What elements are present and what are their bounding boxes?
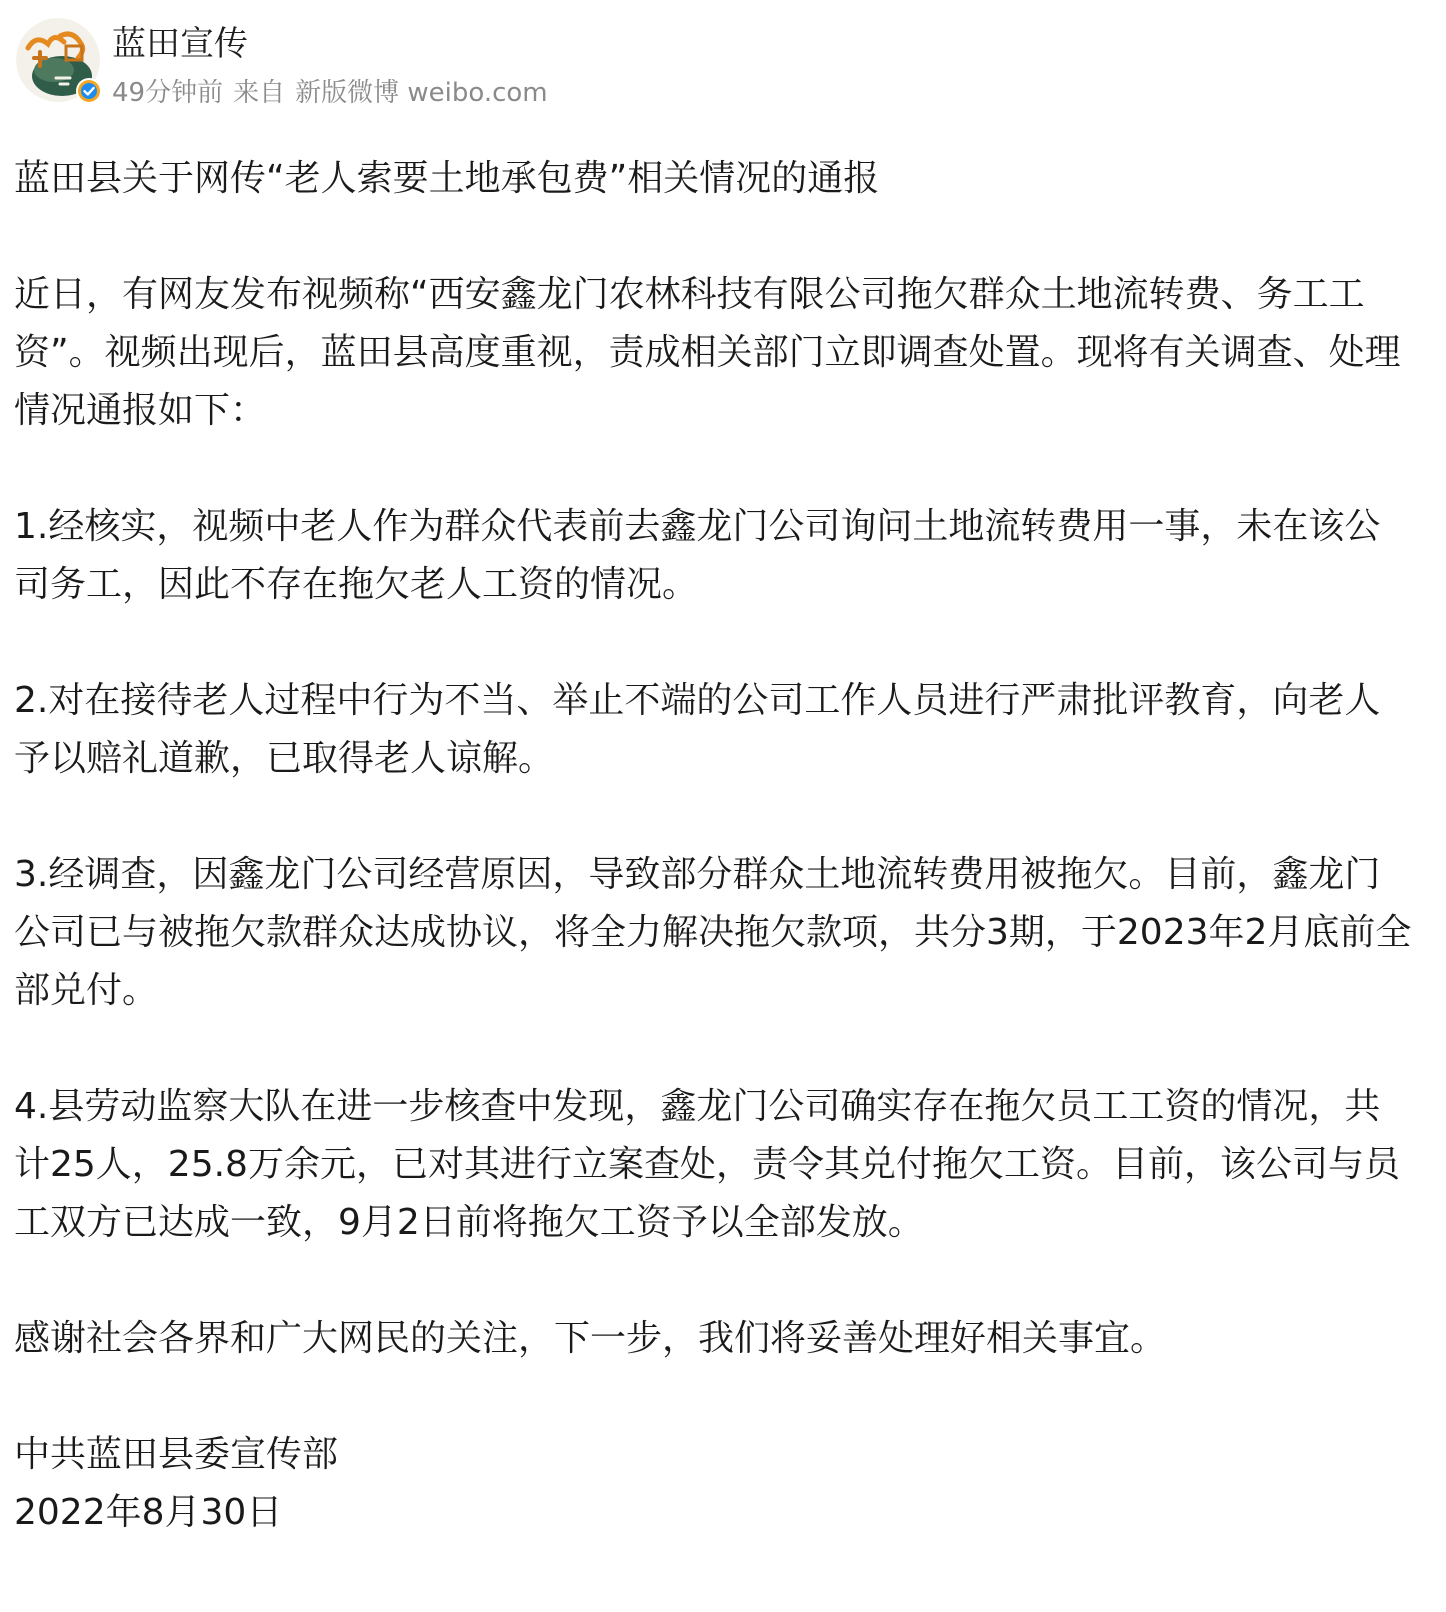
post-item-2: 2.对在接待老人过程中行为不当、举止不端的公司工作人员进行严肃批评教育，向老人予以赔礼道歉，已取得老人谅解。 bbox=[14, 680, 1381, 779]
post-header bbox=[16, 16, 1416, 108]
paragraph-gap bbox=[14, 788, 1414, 846]
verified-icon bbox=[76, 78, 102, 104]
signature-date: 2022年8月30日 bbox=[14, 1492, 283, 1533]
post-closing: 感谢社会各界和广大网民的关注，下一步，我们将妥善处理好相关事宜。 bbox=[14, 1318, 1167, 1359]
author-name[interactable]: 蓝田宣传 bbox=[112, 24, 248, 64]
post-item-4: 4.县劳动监察大队在进一步核查中发现，鑫龙门公司确实存在拖欠员工工资的情况，共计25人，25.8万余元，已对其进行立案查处，责令其兑付拖欠工资。目前，该公司与员工双方已达成一致，9月2日前将拖欠工资予以全部发放。 bbox=[14, 1086, 1400, 1243]
post-content bbox=[14, 150, 1414, 1542]
post-title: 蓝田县关于网传“老人索要土地承包费”相关情况的通报 bbox=[14, 158, 880, 199]
paragraph-gap bbox=[14, 1252, 1414, 1310]
paragraph-gap bbox=[14, 440, 1414, 498]
paragraph-gap bbox=[14, 208, 1414, 266]
paragraph-gap bbox=[14, 614, 1414, 672]
post-meta bbox=[112, 76, 558, 110]
source-prefix: 来自 bbox=[233, 78, 286, 108]
post-item-3: 3.经调查，因鑫龙门公司经营原因，导致部分群众土地流转费用被拖欠。目前，鑫龙门公司已与被拖欠款群众达成协议，将全力解决拖欠款项，共分3期，于2023年2月底前全部兑付。 bbox=[14, 854, 1412, 1011]
paragraph-gap bbox=[14, 1368, 1414, 1426]
post-intro: 近日，有网友发布视频称“西安鑫龙门农林科技有限公司拖欠群众土地流转费、务工工资”。视频出现后，蓝田县高度重视，责成相关部门立即调查处置。现将有关调查、处理情况通报如下： bbox=[14, 274, 1401, 431]
paragraph-gap bbox=[14, 1020, 1414, 1078]
post-time[interactable]: 49分钟前 bbox=[112, 78, 224, 108]
post-item-1: 1.经核实，视频中老人作为群众代表前去鑫龙门公司询问土地流转费用一事，未在该公司务工，因此不存在拖欠老人工资的情况。 bbox=[14, 506, 1381, 605]
signature-org: 中共蓝田县委宣传部 bbox=[14, 1434, 339, 1475]
post-source-link[interactable]: 新版微博 weibo.com bbox=[295, 78, 548, 108]
